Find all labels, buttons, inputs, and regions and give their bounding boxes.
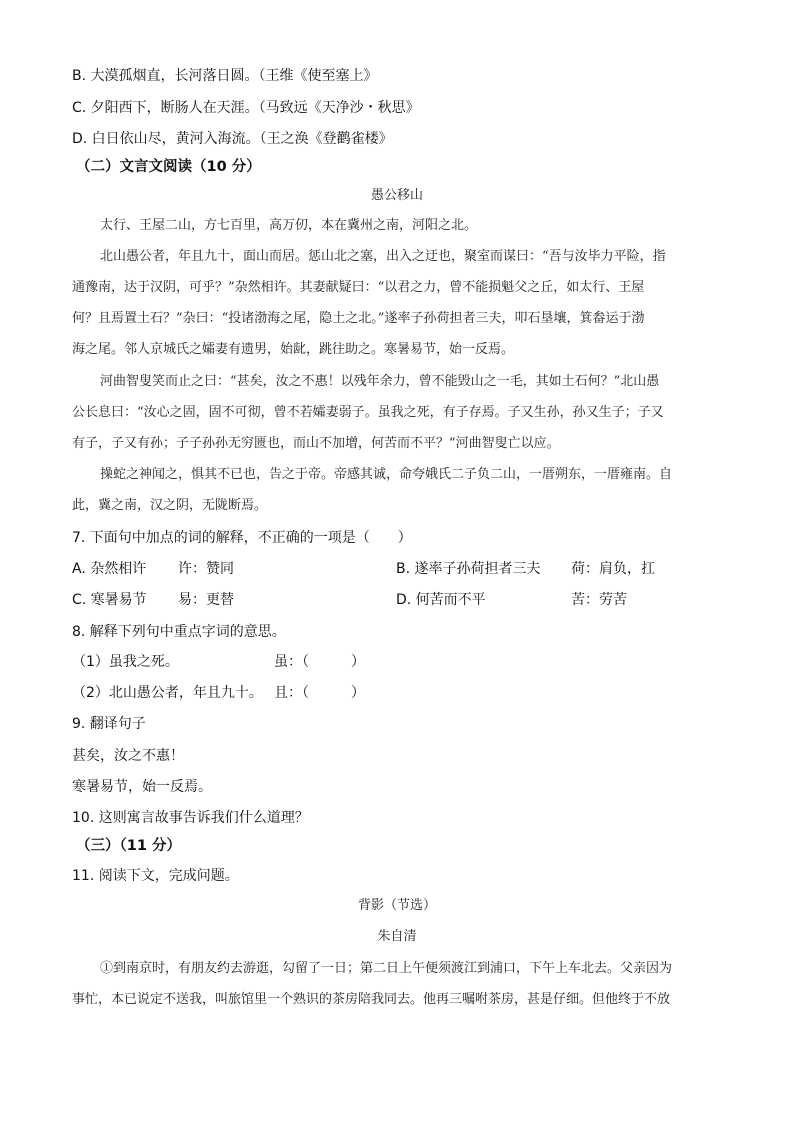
passage-line: 公长息曰：“汝心之固，固不可彻，曾不若孀妻弱子。虽我之死，有子存焉。子又生孙，孙又生子；子又: [72, 405, 664, 420]
reading-line: 事忙，本已说定不送我，叫旅馆里一个熟识的茶房陪我同去。他再三嘱咐茶房，甚是仔细。但他终于不放: [72, 992, 671, 1007]
q8-item-1-blank: 虽：（ ）: [274, 654, 365, 670]
q8-item-2: （2）北山愚公者，年且九十。: [72, 685, 263, 701]
option-d-poem: D. 白日依山尽，黄河入海流。（王之涣《登鹳雀楼》: [72, 131, 393, 147]
q7-option-a: A. 杂然相许: [72, 561, 147, 577]
reading-title: 背影（节选）: [357, 898, 436, 913]
q8-item-1: （1）虽我之死。: [72, 654, 179, 670]
passage-line: 北山愚公者，年且九十，面山而居。惩山北之塞，出入之迂也，聚室而谋曰：“吾与汝毕力平险，指: [100, 249, 666, 264]
passage-line: 有子，子又有孙；子子孙孙无穷匮也，而山不加增，何苦而不平？”河曲智叟亡以应。: [72, 436, 560, 451]
q7-option-a-gloss: 许：赞同: [178, 561, 234, 577]
question-8-stem: 8. 解释下列句中重点字词的意思。: [72, 624, 286, 640]
question-11-stem: 11. 阅读下文，完成问题。: [72, 868, 239, 884]
section-heading-3: （三）（11 分）: [76, 838, 181, 854]
passage-line: 河曲智叟笑而止之曰：“甚矣，汝之不惠！以残年余力，曾不能毁山之一毛，其如土石何？”北山愚: [100, 374, 660, 389]
passage-line: 海之尾。邻人京城氏之孀妻有遗男，始龀，跳往助之。寒暑易节，始一反焉。: [72, 342, 515, 357]
q7-option-c-gloss: 易：更替: [178, 592, 234, 608]
option-c-poem: C. 夕阳西下，断肠人在天涯。（马致远《天净沙・秋思》: [72, 100, 420, 116]
passage-line: 操蛇之神闻之，惧其不已也，告之于帝。帝感其诚，命夸娥氏二子负二山，一厝朔东，一厝雍南。自: [100, 467, 673, 482]
q8-item-2-blank: 且：（ ）: [274, 685, 365, 701]
passage-line: 何？且焉置土石？”杂曰：“投诸渤海之尾，隐土之北。”遂率子孙荷担者三夫，叩石垦壤，箕畚运于渤: [72, 311, 645, 326]
q9-sentence-2: 寒暑易节，始一反焉。: [72, 779, 212, 795]
option-b-poem: B. 大漠孤烟直，长河落日圆。（王维《使至塞上》: [72, 68, 378, 84]
question-9-stem: 9. 翻译句子: [72, 716, 146, 732]
section-heading-classical: （二）文言文阅读（10 分）: [76, 159, 261, 175]
q7-option-b: B. 遂率子孙荷担者三夫: [396, 561, 541, 577]
passage-title: 愚公移山: [370, 188, 423, 203]
q7-option-b-gloss: 荷：肩负，扛: [571, 561, 655, 577]
passage-line: 此，冀之南，汉之阴，无陇断焉。: [72, 498, 268, 513]
reading-line: ①到南京时，有朋友约去游逛，勾留了一日；第二日上午便须渡江到浦口，下午上车北去。父亲因为: [100, 961, 673, 976]
reading-author: 朱自清: [377, 929, 417, 944]
q9-sentence-1: 甚矣，汝之不惠！: [72, 748, 184, 764]
passage-line: 通豫南，达于汉阴，可乎？”杂然相许。其妻献疑曰：“以君之力，曾不能损魁父之丘，如太行、王屋: [72, 280, 645, 295]
q7-option-d-gloss: 苦：劳苦: [571, 592, 627, 608]
passage-paragraph: 太行、王屋二山，方七百里，高万仞，本在冀州之南，河阳之北。: [100, 218, 478, 233]
q7-option-c: C. 寒暑易节: [72, 592, 147, 608]
question-10-stem: 10. 这则寓言故事告诉我们什么道理？: [72, 810, 309, 826]
q7-option-d: D. 何苦而不平: [396, 592, 486, 608]
question-7-stem: 7. 下面句中加点的词的解释，不正确的一项是（ ）: [72, 530, 412, 546]
